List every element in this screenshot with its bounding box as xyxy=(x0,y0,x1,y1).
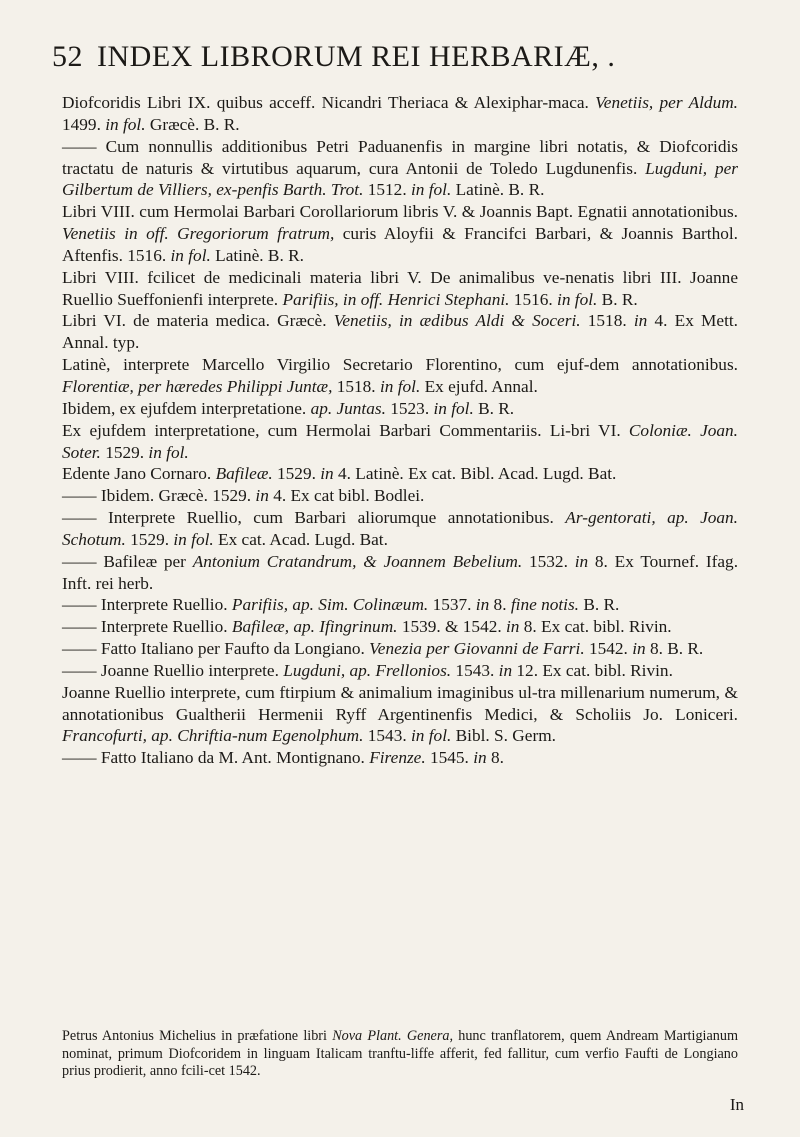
italic-segment: Florentiæ, per hæredes Philippi Juntæ, xyxy=(62,376,333,396)
text-segment: Bibl. S. Germ. xyxy=(451,726,556,746)
italic-segment: in xyxy=(632,639,646,659)
text-segment: Latinè. B. R. xyxy=(451,180,545,200)
index-entry xyxy=(62,420,738,464)
text-segment: —— Fatto Italiano da M. Ant. Montignano. xyxy=(62,748,370,768)
italic-segment: in fol. xyxy=(557,289,598,309)
text-segment: 1539. & 1542. xyxy=(397,617,506,637)
italic-segment: in fol. xyxy=(173,529,214,549)
text-segment: 1543. xyxy=(451,660,499,680)
text-segment: 4. Latinè. Ex cat. Bibl. Acad. Lugd. Bat. xyxy=(333,464,617,484)
index-entry xyxy=(62,594,738,616)
text-segment: Libri VI. de materia medica. Græcè. xyxy=(62,311,334,331)
italic-segment: Bafileæ. xyxy=(215,464,273,484)
text-segment: curis Aloyfii & Francifci Barbari, & Joannis Barthol. Aftenfis. 1516. xyxy=(62,224,738,265)
italic-segment: in xyxy=(633,311,648,331)
page-number: 52 xyxy=(52,40,83,73)
text-segment: 12. Ex cat. bibl. Rivin. xyxy=(512,660,673,680)
text-segment: 8. B. R. xyxy=(645,639,704,659)
index-entry xyxy=(62,638,738,660)
italic-segment: Antonium Cratandrum, & Joannem Bebelium. xyxy=(192,551,523,571)
italic-segment: in fol. xyxy=(148,442,189,462)
text-segment: —— Interprete Ruellio. xyxy=(62,617,232,637)
italic-segment: in xyxy=(574,551,589,571)
text-segment: 1516. xyxy=(509,289,558,309)
italic-segment: in fol. xyxy=(433,398,474,418)
index-entry xyxy=(62,310,738,354)
italic-segment: Venetiis, per Aldum. xyxy=(595,93,739,112)
text-segment: 1523. xyxy=(385,398,434,418)
page-title: INDEX LIBRORUM REI HERBARIÆ, . xyxy=(97,40,616,73)
text-segment: 8. xyxy=(486,748,504,768)
text-segment: B. R. xyxy=(473,398,515,418)
text-segment: B. R. xyxy=(579,595,620,615)
italic-segment: in xyxy=(498,660,513,680)
italic-segment: in xyxy=(506,617,520,637)
italic-segment: in fol. xyxy=(410,726,452,746)
italic-segment: in xyxy=(473,748,487,768)
index-entry xyxy=(62,485,738,507)
catchword: In xyxy=(729,1095,744,1114)
index-entry xyxy=(62,507,738,551)
text-segment: 1512. xyxy=(363,180,411,200)
italic-segment: Coloniæ. Joan. Soter. xyxy=(62,420,738,462)
text-segment: —— Cum nonnullis additionibus Petri Paduanenfis in margine libri notatis, & Diofcoridis tractatu de naturis & virtutibus aquarum, cura Antonii de Toledo Lugdunenfis. xyxy=(62,136,738,178)
text-segment: 8. xyxy=(489,595,511,615)
text-segment: 4. Ex cat bibl. Bodlei. xyxy=(268,486,425,506)
text-segment: Latinè. B. R. xyxy=(210,245,304,265)
text-segment: 8. Ex Tournef. Ifag. Inft. rei herb. xyxy=(62,551,739,593)
text-segment: Ex ejufdem interpretatione, cum Hermolai Barbari Commentariis. Li-bri VI. xyxy=(62,420,629,440)
italic-segment: Nova Plant. Genera, xyxy=(332,1028,453,1044)
text-segment: Ex ejufd. Annal. xyxy=(420,376,538,396)
text-segment: 1499. xyxy=(62,114,106,134)
italic-segment: Venezia per Giovanni de Farri. xyxy=(369,639,585,659)
text-segment: Diofcoridis Libri IX. quibus acceff. Nicandri Theriaca & Alexiphar-maca. xyxy=(62,93,596,112)
text-segment: B. R. xyxy=(597,289,638,309)
text-segment: —— Joanne Ruellio interprete. xyxy=(62,660,284,680)
text-segment: 1537. xyxy=(428,595,476,615)
index-entry xyxy=(62,747,738,769)
italic-segment: Lugduni, per Gilbertum de Villiers, ex-penfis Barth. Trot. xyxy=(62,158,738,200)
index-entry xyxy=(62,136,738,202)
text-segment: 1542. xyxy=(584,639,633,659)
index-entries xyxy=(62,92,738,769)
index-entry xyxy=(62,660,738,682)
italic-segment: in fol. xyxy=(379,376,421,396)
footnote-text xyxy=(62,1028,738,1081)
text-segment: 1518. xyxy=(332,376,380,396)
text-segment: 1529. xyxy=(272,464,321,484)
text-segment: Edente Jano Cornaro. xyxy=(62,464,216,484)
italic-segment: in xyxy=(320,464,334,484)
text-segment: Ibidem, ex ejufdem interpretatione. xyxy=(62,398,311,418)
text-segment: Latinè, interprete Marcello Virgilio Secretario Florentino, cum ejuf-dem annotationibus. xyxy=(62,355,738,375)
text-segment: —— Interprete Ruellio. xyxy=(62,595,232,615)
italic-segment: fine notis. xyxy=(510,595,580,615)
text-segment: —— Ibidem. Græcè. 1529. xyxy=(62,486,256,506)
index-entry xyxy=(62,267,738,311)
italic-segment: Firenze. xyxy=(369,748,426,768)
footnote xyxy=(62,1028,738,1081)
italic-segment: in fol. xyxy=(170,245,211,265)
text-segment: —— Fatto Italiano per Faufto da Longiano. xyxy=(62,639,370,659)
text-segment: 8. Ex cat. bibl. Rivin. xyxy=(519,617,672,637)
text-segment: 1532. xyxy=(522,551,575,571)
text-segment: 1529. xyxy=(125,529,174,549)
italic-segment: Ar-gentorati, ap. Joan. Schotum. xyxy=(62,508,739,549)
italic-segment: Bafileæ, ap. Ifingrinum. xyxy=(231,617,398,637)
italic-segment: in fol. xyxy=(410,180,452,200)
text-segment: 1543. xyxy=(363,726,411,746)
text-segment: Græcè. B. R. xyxy=(145,114,240,134)
italic-segment: in fol. xyxy=(105,114,146,134)
text-segment: Ex cat. Acad. Lugd. Bat. xyxy=(213,529,388,549)
text-segment: 1518. xyxy=(580,311,634,331)
index-entry xyxy=(62,616,738,638)
index-entry xyxy=(62,201,738,267)
text-segment: Libri VIII. cum Hermolai Barbari Corollariorum libris V. & Joannis Bapt. Egnatii annotationibus. xyxy=(62,202,738,222)
text-segment: Joanne Ruellio interprete, cum ftirpium & animalium imaginibus ul-tra millenarium numerum, & annotationibus Gualtherii Hermenii Ryff Argentinenfis Medici, & Scholiis Jo. Loniceri. xyxy=(62,682,738,724)
index-entry xyxy=(62,463,738,485)
italic-segment: Venetiis, in ædibus Aldi & Soceri. xyxy=(333,311,581,331)
index-entry xyxy=(62,682,738,748)
italic-segment: Francofurti, ap. Chriftia-num Egenolphum. xyxy=(62,726,364,746)
italic-segment: in xyxy=(255,486,269,506)
index-entry xyxy=(62,551,738,595)
index-entry xyxy=(62,398,738,420)
italic-segment: Lugduni, ap. Frellonios. xyxy=(283,660,452,680)
index-entry xyxy=(62,354,738,398)
text-segment: 1545. xyxy=(425,748,474,768)
text-segment: —— Bafileæ per xyxy=(62,551,193,571)
running-header xyxy=(52,40,752,74)
text-segment: Petrus Antonius Michelius in præfatione libri xyxy=(62,1028,333,1044)
text-segment: hunc tranflatorem, quem Andream Martigianum nominat, primum Diofcoridem in linguam Italicam tranftu-liffe afferit, fed fallitur, cum verfio Faufti de Longiano prius prodierit, anno fcili-cet 1542. xyxy=(62,1028,738,1079)
text-segment: —— Interprete Ruellio, cum Barbari aliorumque annotationibus. xyxy=(62,508,566,528)
italic-segment: Parifiis, in off. Henrici Stephani. xyxy=(282,289,510,309)
italic-segment: ap. Juntas. xyxy=(310,398,386,418)
index-entry xyxy=(62,92,738,136)
italic-segment: Parifiis, ap. Sim. Colinæum. xyxy=(231,595,429,615)
text-segment: 1529. xyxy=(100,442,149,462)
italic-segment: in xyxy=(475,595,490,615)
text-segment: 4. Ex Mett. Annal. typ. xyxy=(62,311,739,353)
italic-segment: Venetiis in off. Gregoriorum fratrum, xyxy=(62,224,335,244)
text-segment: Libri VIII. fcilicet de medicinali materia libri V. De animalibus ve-nenatis libri III. Joanne Ruellio Sueffonienfi interprete. xyxy=(62,267,738,309)
